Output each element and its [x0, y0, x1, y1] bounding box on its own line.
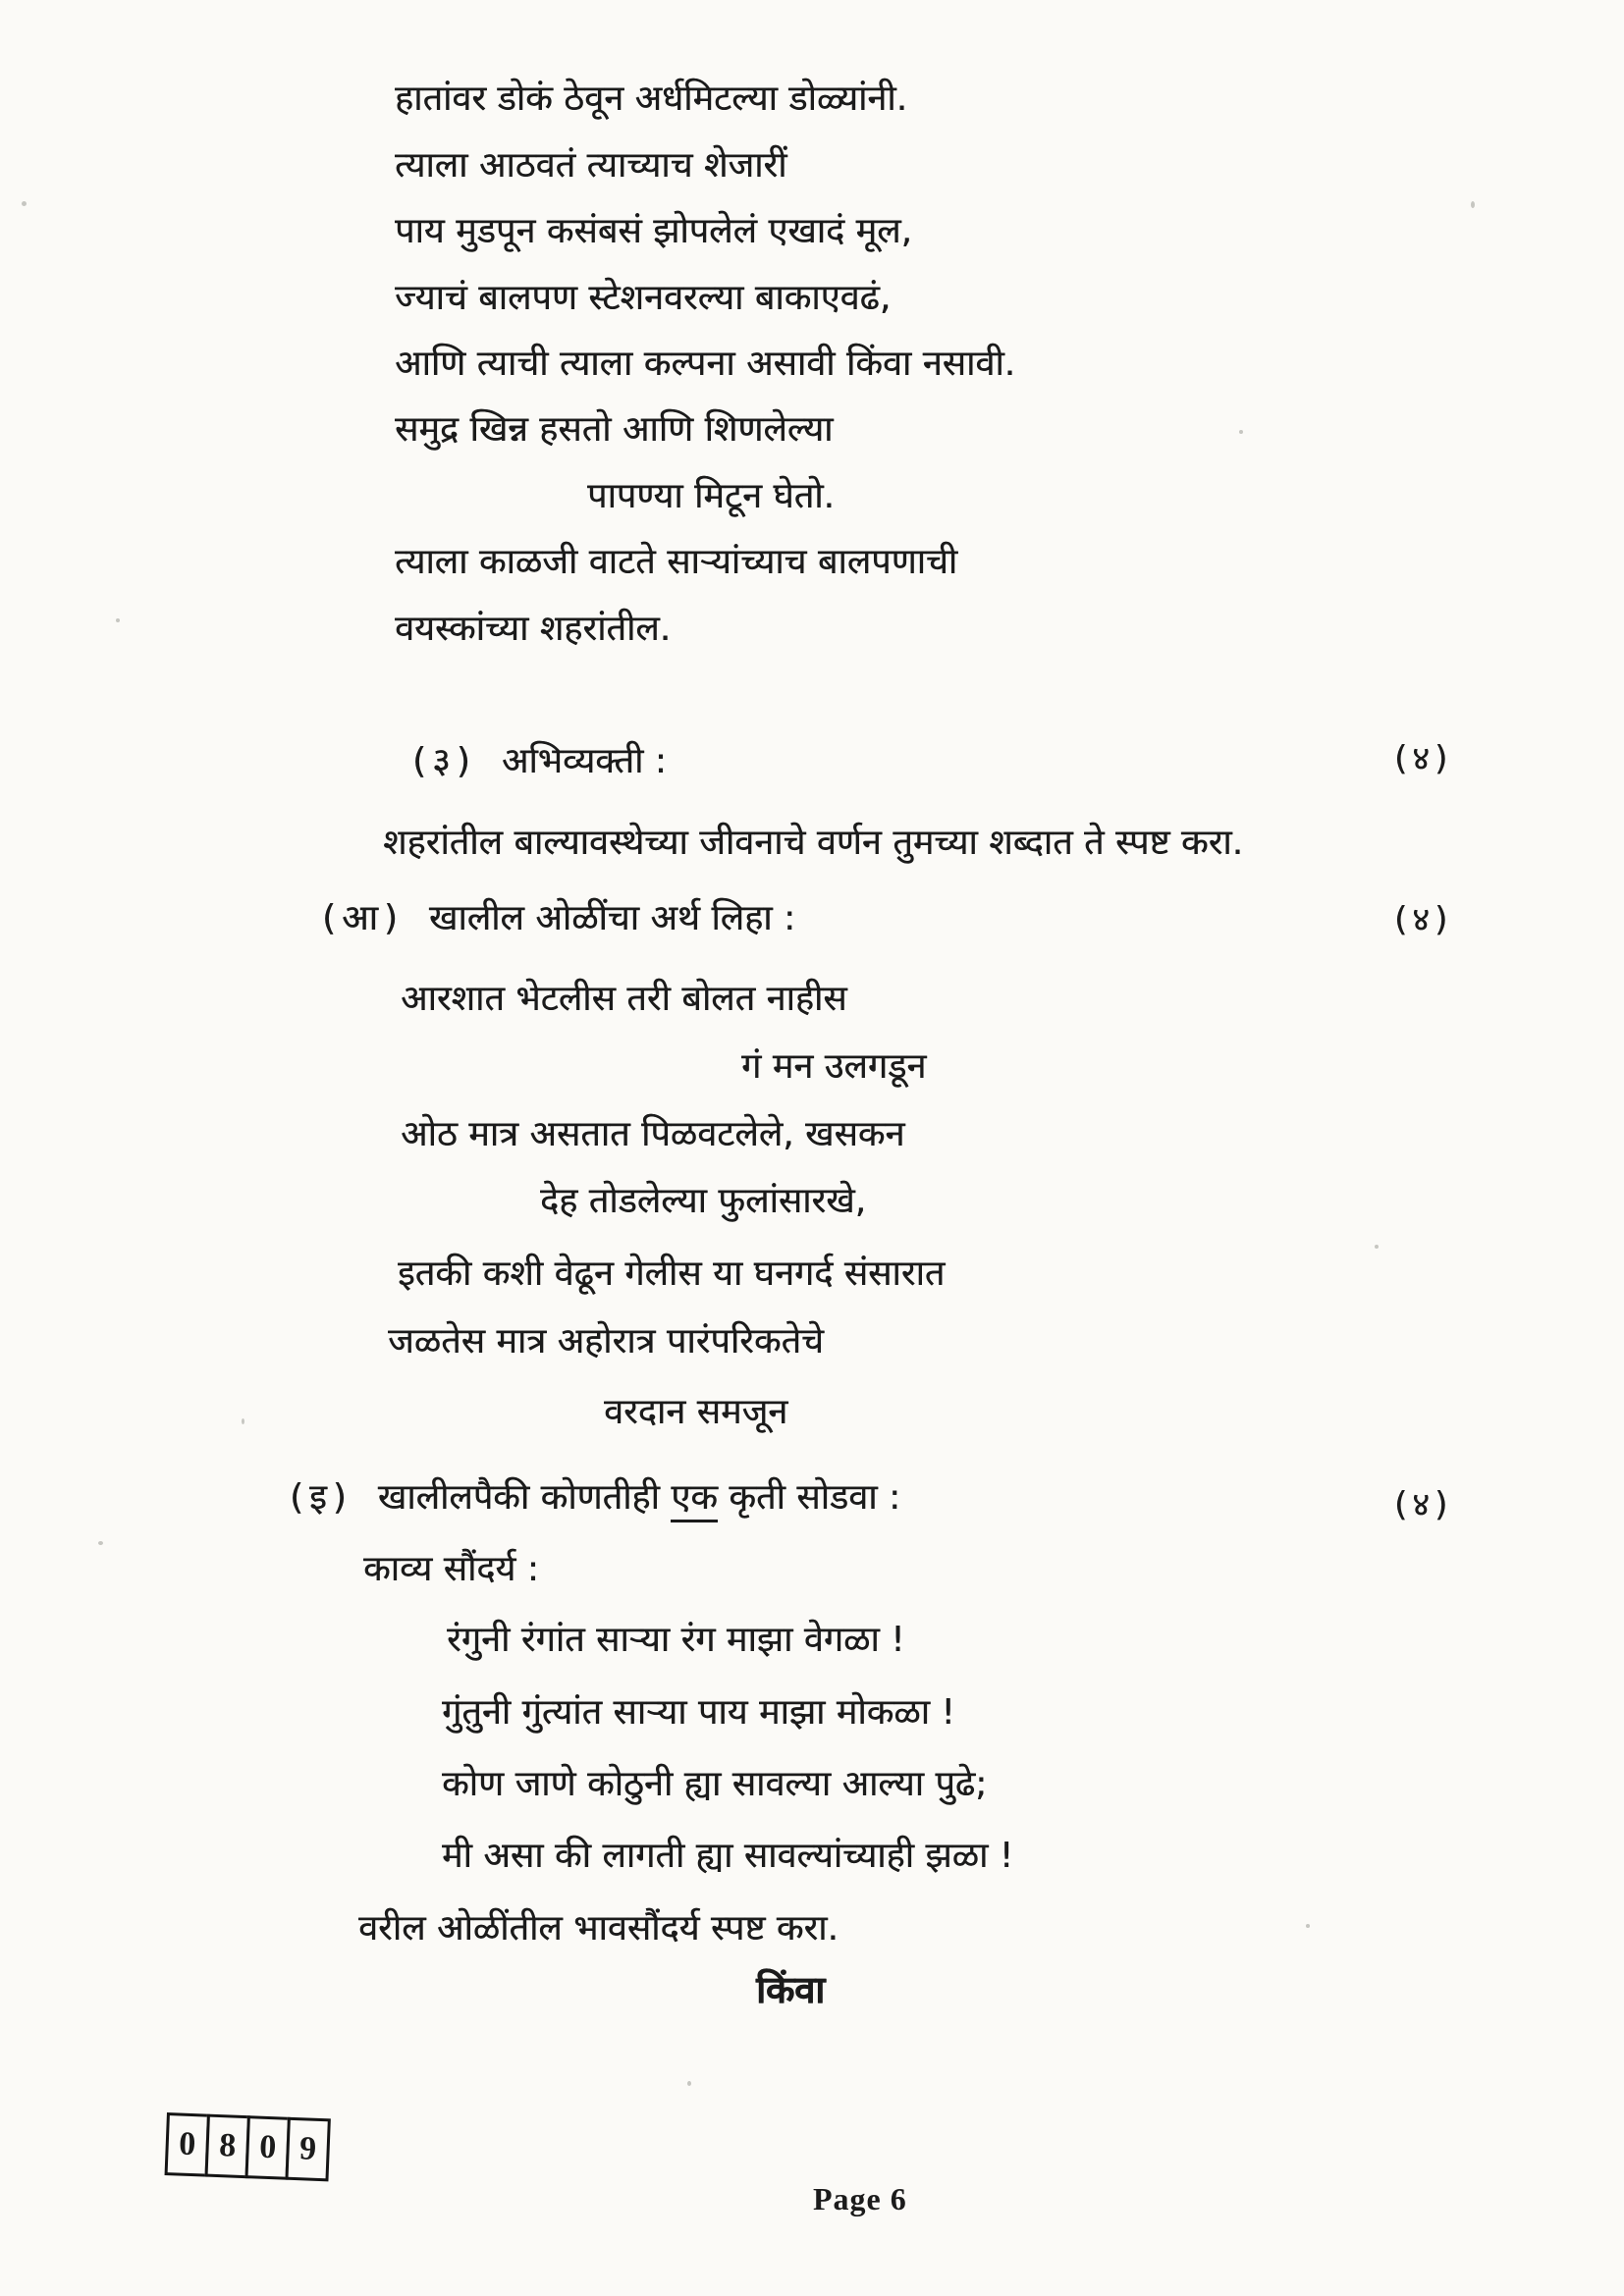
code-digit: 8 [205, 2114, 250, 2179]
question-3-heading [412, 741, 667, 781]
scan-speck [116, 618, 120, 622]
poem-line: पापण्या मिटून घेतो. [587, 476, 835, 516]
question-number: (३) [412, 741, 476, 781]
poem-line: त्याला आठवतं त्याच्याच शेजारीं [395, 145, 787, 186]
code-digit: 0 [244, 2115, 290, 2180]
question-aa-heading [322, 898, 795, 938]
poem-line: मी असा की लागती ह्या सावल्यांच्याही झळा ! [442, 1836, 1014, 1876]
page-number: Page 6 [813, 2181, 907, 2216]
scan-speck [1375, 1245, 1379, 1249]
poem-line: रंगुनी रंगांत साऱ्या रंग माझा वेगळा ! [447, 1620, 905, 1660]
scan-speck [1471, 201, 1475, 208]
marks-badge: (४) [1394, 900, 1453, 939]
poem-line: इतकी कशी वेढून गेलीस या घनगर्द संसारात [398, 1254, 946, 1294]
poem-line: जळतेस मात्र अहोरात्र पारंपरिकतेचे [388, 1321, 824, 1362]
scan-speck [98, 1541, 103, 1545]
scan-speck [1239, 430, 1243, 434]
or-separator: किंवा [756, 1968, 825, 2011]
poem-line: आणि त्याची त्याला कल्पना असावी किंवा नसावी. [395, 344, 1016, 384]
poem-line: ओठ मात्र असतात पिळवटलेले, खसकन [401, 1114, 905, 1154]
question-e-heading [290, 1477, 900, 1518]
code-digit: 0 [165, 2112, 210, 2177]
marks-badge: (४) [1394, 739, 1453, 778]
poem-line: ज्याचं बालपण स्टेशनवरल्या बाकाएवढं, [395, 278, 892, 318]
question-e-instruction: वरील ओळींतील भावसौंदर्य स्पष्ट करा. [358, 1908, 839, 1949]
poem-line: वयस्कांच्या शहरांतील. [395, 609, 672, 649]
marks-badge: (४) [1394, 1485, 1453, 1524]
question-number: (इ) [290, 1477, 352, 1518]
question-paper-code-box [165, 2112, 331, 2181]
scan-speck [687, 2081, 691, 2086]
question-title: अभिव्यक्ती : [501, 741, 667, 781]
question-number: (आ) [322, 898, 404, 938]
question-title: खालील ओळींचा अर्थ लिहा : [428, 898, 796, 938]
poem-line: हातांवर डोकं ठेवून अर्धमिटल्या डोळ्यांनी. [395, 79, 908, 119]
underlined-word: एक [671, 1477, 718, 1522]
scan-speck [1306, 1924, 1310, 1928]
scan-speck [22, 201, 27, 206]
question-e-subtitle: काव्य सौंदर्य : [363, 1549, 539, 1589]
question-title: खालीलपैकी कोणतीही एक कृती सोडवा : [378, 1477, 900, 1522]
poem-line: गं मन उलगडून [741, 1046, 927, 1087]
poem-line: समुद्र खिन्न हसतो आणि शिणलेल्या [395, 409, 834, 450]
poem-line: गुंतुनी गुंत्यांत साऱ्या पाय माझा मोकळा ! [442, 1692, 955, 1733]
question-3-prompt: शहरांतील बाल्यावस्थेच्या जीवनाचे वर्णन तुमच्या शब्दात ते स्पष्ट करा. [383, 823, 1244, 863]
poem-line: पाय मुडपून कसंबसं झोपलेलं एखादं मूल, [395, 211, 912, 251]
poem-line: आरशात भेटलीस तरी बोलत नाहीस [401, 979, 847, 1019]
scan-speck [242, 1418, 244, 1424]
poem-line: त्याला काळजी वाटते साऱ्यांच्याच बालपणाची [395, 542, 958, 582]
code-digit: 9 [285, 2117, 330, 2182]
poem-line: वरदान समजून [604, 1392, 788, 1432]
poem-line: कोण जाणे कोठुनी ह्या सावल्या आल्या पुढे; [442, 1764, 988, 1804]
poem-line: देह तोडलेल्या फुलांसारखे, [540, 1181, 867, 1221]
